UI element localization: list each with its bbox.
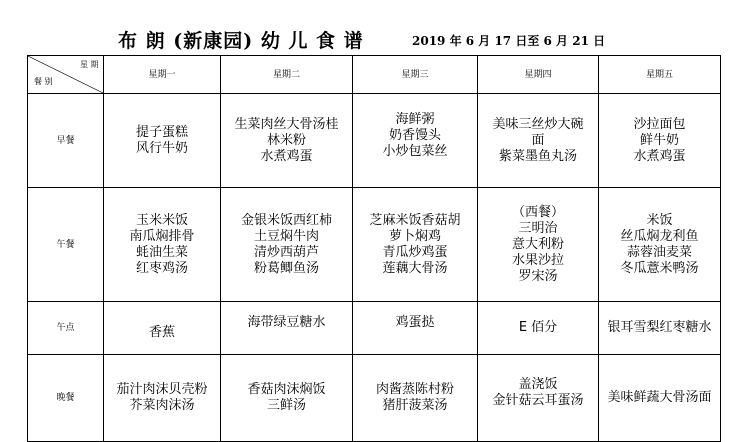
dish: 意大利粉 — [511, 236, 564, 252]
dish: 三鲜汤 — [266, 398, 306, 413]
dinner-tue — [221, 355, 353, 442]
dish: 沙拉面包 — [633, 116, 686, 132]
dish: 香蕉 — [148, 325, 175, 340]
dish: 海鲜粥 — [395, 111, 435, 127]
dinner-mon — [104, 355, 221, 442]
dish: 冬瓜薏米鸭汤 — [620, 260, 699, 276]
dish: 水煮鸡蛋 — [633, 148, 686, 164]
day-header-wed: 星期三 — [353, 56, 478, 94]
dish: 土豆焖牛肉 — [253, 228, 319, 244]
dish: 茄汁肉沫贝壳粉 — [116, 382, 208, 397]
dinner-wed — [353, 355, 478, 442]
day-header-fri: 星期五 — [599, 56, 721, 94]
dish: 青瓜炒鸡蛋 — [382, 244, 448, 260]
dish: 芥菜肉沫汤 — [129, 398, 195, 413]
corner-meal-label: 餐 别 — [34, 77, 53, 86]
dish: 美味鲜蔬大骨汤面 — [607, 390, 712, 405]
dish: 风行牛奶 — [135, 140, 188, 156]
meal-label-lunch: 午餐 — [28, 188, 104, 302]
snack-thu — [478, 302, 599, 355]
dish: 蒜蓉油麦菜 — [626, 244, 692, 260]
dish: 米饭 — [646, 212, 673, 228]
corner-week-label: 星 期 — [80, 60, 99, 69]
snack-fri — [599, 302, 721, 355]
dish: 提子蛋糕 — [135, 124, 188, 140]
breakfast-thu — [478, 94, 599, 188]
lunch-thu — [478, 188, 599, 302]
dinner-fri — [599, 355, 721, 442]
header-row — [28, 56, 721, 94]
dish: 盖浇饭 — [518, 377, 558, 392]
dish: 金针菇云耳蛋汤 — [492, 393, 584, 408]
breakfast-tue — [221, 94, 353, 188]
dish: 美味三丝炒大碗 — [492, 116, 584, 132]
dish: 林米粉 — [266, 132, 306, 148]
dish: 鸡蛋挞 — [395, 315, 435, 330]
dish: （西餐） — [511, 204, 564, 220]
dish: 丝瓜焖龙利鱼 — [620, 228, 699, 244]
dish: 清炒西葫芦 — [253, 244, 319, 260]
menu-table — [27, 55, 721, 442]
dish: 猪肝菠菜汤 — [382, 398, 448, 413]
menu-title — [0, 26, 751, 52]
snack-mon — [104, 302, 221, 355]
dish: 南瓜焖排骨 — [129, 228, 195, 244]
title-main: 布 朗 (新康园) 幼 儿 食 谱 — [118, 30, 364, 52]
dish: 肉酱蒸陈村粉 — [375, 382, 454, 397]
dish: 紫菜墨鱼丸汤 — [498, 148, 577, 164]
dish: 莲藕大骨汤 — [382, 260, 448, 276]
dish: 生菜肉丝大骨汤桂 — [234, 116, 339, 132]
lunch-wed — [353, 188, 478, 302]
lunch-row — [28, 188, 721, 302]
dinner-row — [28, 355, 721, 442]
dish: 银耳雪梨红枣糖水 — [607, 320, 712, 335]
dish: 芝麻米饭香菇胡 — [369, 212, 461, 228]
dish: 玉米米饭 — [135, 212, 188, 228]
day-header-tue: 星期二 — [221, 56, 353, 94]
dish: 鲜牛奶 — [639, 132, 679, 148]
day-header-thu: 星期四 — [478, 56, 599, 94]
dish: 粉葛鲫鱼汤 — [253, 260, 319, 276]
breakfast-wed — [353, 94, 478, 188]
breakfast-fri — [599, 94, 721, 188]
dish: 红枣鸡汤 — [135, 260, 188, 276]
dish: 蚝油生菜 — [135, 244, 188, 260]
day-header-mon: 星期一 — [104, 56, 221, 94]
meal-label-dinner: 晚餐 — [28, 355, 104, 442]
breakfast-row — [28, 94, 721, 188]
corner-cell — [28, 56, 104, 94]
lunch-mon — [104, 188, 221, 302]
dish: 金银米饭西红柿 — [240, 212, 332, 228]
dinner-thu — [478, 355, 599, 442]
lunch-tue — [221, 188, 353, 302]
dish: 面 — [531, 132, 545, 148]
dish: 奶香馒头 — [388, 127, 441, 143]
lunch-fri — [599, 188, 721, 302]
dish: E 佰分 — [518, 320, 558, 335]
dish: 香菇肉沫焖饭 — [247, 382, 326, 397]
snack-row — [28, 302, 721, 355]
title-date: 2019 年 6 月 17 日至 6 月 21 日 — [412, 34, 606, 48]
dish: 水煮鸡蛋 — [260, 148, 313, 164]
dish: 小炒包菜丝 — [382, 143, 448, 159]
dish: 三明治 — [518, 220, 558, 236]
meal-label-breakfast: 早餐 — [28, 94, 104, 188]
dish: 水果沙拉 — [511, 252, 564, 268]
dish: 罗宋汤 — [518, 268, 558, 284]
dish: 萝卜焖鸡 — [388, 228, 441, 244]
snack-wed — [353, 302, 478, 355]
dish: 海带绿豆糖水 — [247, 315, 326, 330]
meal-label-snack: 午点 — [28, 302, 104, 355]
breakfast-mon — [104, 94, 221, 188]
snack-tue — [221, 302, 353, 355]
